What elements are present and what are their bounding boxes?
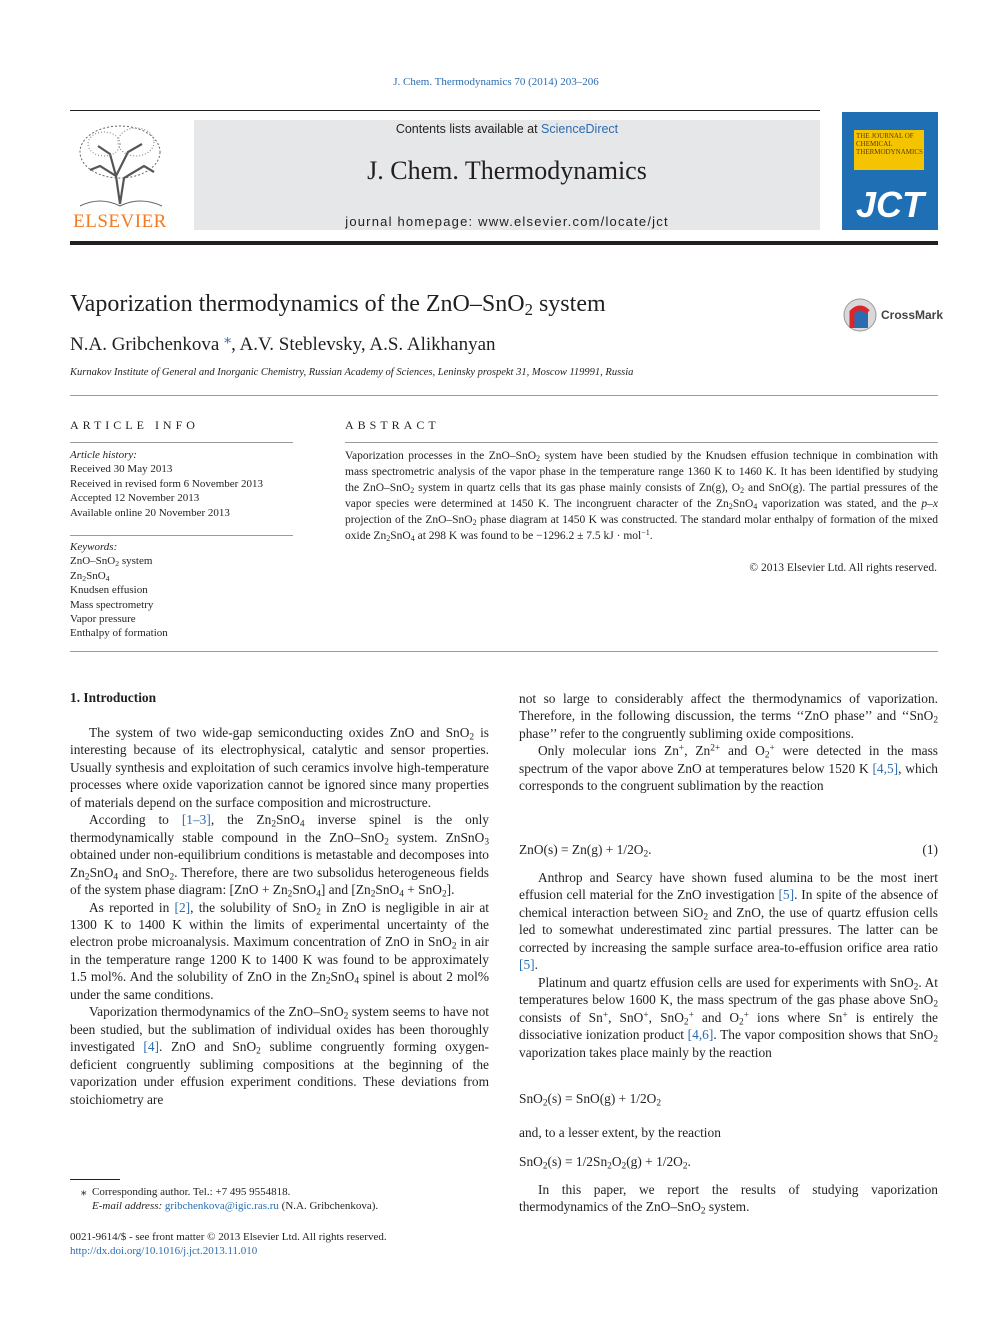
- paragraph: Only molecular ions Zn+, $Zn^{2+}$ and $O_2^+$ were detected in the mass spectrum of the vapor above ZnO at temperatures below 1520 K [4,5], which corresponds to the congruent sublimation by the reaction: [519, 743, 939, 794]
- keywords-label: Keywords:: [70, 541, 118, 553]
- elsevier-logo[interactable]: [70, 116, 170, 234]
- crossmark-badge[interactable]: [843, 298, 943, 332]
- article-history: [70, 448, 295, 520]
- right-column-bottom: [519, 1181, 938, 1216]
- copyright: © 2013 Elsevier Ltd. All rights reserved.: [749, 562, 937, 574]
- title-text: Vaporization thermodynamics of the ZnO–SnO: [70, 291, 525, 317]
- affiliation: Kurnakov Institute of General and Inorganic Chemistry, Russian Academy of Sciences, Leninsky prospekt 31, Moscow 119991, Russia: [70, 367, 634, 378]
- citation[interactable]: [1–3]: [181, 812, 211, 828]
- header-rule: [70, 110, 820, 111]
- section-heading: 1. Introduction: [70, 690, 157, 705]
- abstract-rule: [345, 442, 938, 443]
- keyword: Vapor pressure: [70, 613, 136, 626]
- title-rule: [70, 395, 938, 396]
- contents-line: [194, 122, 820, 136]
- paragraph: In this paper, we report the results of studying vaporization thermodynamics of the ZnO–SnO$_2$ system.: [519, 1182, 938, 1217]
- cover-abbrev: JCT: [855, 184, 924, 225]
- equation-2: $SnO_2(s) = SnO(g) + 1/2O_2$: [519, 1091, 662, 1109]
- corresponding-mark[interactable]: ⁎: [224, 332, 232, 347]
- keyword: Enthalpy of formation: [70, 627, 168, 640]
- citation[interactable]: [2]: [174, 899, 191, 915]
- keywords-rule: [70, 535, 293, 536]
- journal-reference[interactable]: J. Chem. Thermodynamics 70 (2014) 203–206: [393, 76, 599, 88]
- email-link[interactable]: gribchenkova@igic.ras.ru: [164, 1200, 279, 1212]
- history-label: Article history:: [70, 449, 137, 461]
- article-title: [70, 291, 606, 318]
- keyword: Mass spectrometry: [70, 598, 154, 611]
- title-end: system: [532, 291, 606, 317]
- right-column-top: [519, 690, 938, 795]
- citation[interactable]: [5]: [778, 887, 795, 903]
- author-list: [70, 334, 496, 356]
- paragraph: not so large to considerably affect the thermodynamics of vaporization. Therefore, in the following discussion, the terms ‘‘ZnO phase’’ and ‘‘SnO$_2$ phase’’ refer to the congruently subliming oxide compositions.: [519, 691, 938, 741]
- paragraph: According to [1–3], the $Zn_2SnO_4$ inverse spinel is the only thermodynamically stable compound in the ZnO–SnO$_2$ system. ZnSnO$_3$ obtained under non-equilibrium conditions is metastable and decomposes into $Zn_2SnO_4$ and SnO$_2$. Therefore, there are two subsolidus heterogeneous fields of the system phase diagram: $[ZnO + Zn_2SnO_4]$ and $[Zn_2SnO_4 + SnO_2]$.: [70, 812, 489, 900]
- abstract-heading: ABSTRACT: [345, 418, 440, 432]
- email-note: [70, 1199, 490, 1213]
- paragraph: Platinum and quartz effusion cells are used for experiments with SnO$_2$. At temperatures below 1600 K, the mass spectrum of the gas phase above SnO$_2$ consists of Sn+, SnO+, SnO$_2$+ and $O_2^+$ ions where Sn+ is entirely the dissociative ionization product [4,6]. The vapor composition shows that SnO$_2$ vaporization takes place mainly by the reaction: [519, 974, 939, 1060]
- issn-block: [70, 1230, 490, 1258]
- citation[interactable]: [4,5]: [872, 760, 899, 776]
- abstract-text: Vaporization processes in the ZnO–SnO$_2$ system have been studied by the Knudsen effusion technique in combination with mass spectrometric analysis of the vapor phase in the temperature range 1360 K to 1460 K. It has been identified by studying the ZnO–SnO$_2$ system in quartz cells that its gas phase mainly consists of Zn(g), $O_2$ and SnO(g). The partial pressures of the vapor species were determined at 1450 K. The incongruent character of the $Zn_2SnO_4$ vaporization was stated, and the p–x projection of the ZnO–SnO$_2$ phase diagram at 1450 K was constructed. The standard molar enthalpy of formation of the mixed oxide $Zn_2SnO_4$ at 298 K was found to be −1296.2 ± 7.5 kJ · mol$^{-1}$.: [345, 450, 938, 543]
- citation[interactable]: [4,6]: [687, 1027, 714, 1043]
- citation[interactable]: [4]: [143, 1039, 160, 1055]
- other-authors: , A.V. Steblevsky, A.S. Alikhanyan: [231, 334, 496, 355]
- doi-link[interactable]: http://dx.doi.org/10.1016/j.jct.2013.11.010: [70, 1245, 258, 1257]
- contents-prefix: Contents lists available at: [395, 122, 542, 136]
- equation-number: (1): [922, 842, 938, 857]
- header-thick-rule: [70, 241, 938, 245]
- author-1: N.A. Gribchenkova: [70, 334, 220, 355]
- cover-title: THE JOURNAL OF CHEMICAL THERMODYNAMICS: [854, 130, 924, 170]
- date-revised: Received in revised form 6 November 2013: [70, 477, 264, 490]
- equation-3: $SnO_2(s) = 1/2Sn_2O_2(g) + 1/2O_2$.: [519, 1154, 691, 1172]
- title-subscript: 2: [524, 300, 533, 320]
- keyword: Knudsen effusion: [70, 584, 148, 597]
- article-info-heading: ARTICLE INFO: [70, 418, 199, 432]
- equation-1: $ZnO(s) = Zn(g) + 1/2O_2$.: [519, 842, 652, 860]
- journal-title: J. Chem. Thermodynamics: [367, 156, 647, 185]
- citation[interactable]: [5]: [519, 957, 535, 973]
- info-rule: [70, 442, 293, 443]
- corresponding-author-note: ⁎ Corresponding author. Tel.: +7 495 9554818.: [70, 1186, 291, 1198]
- journal-cover[interactable]: [842, 112, 938, 230]
- left-column: [70, 724, 489, 1108]
- paragraph: Anthrop and Searcy have shown fused alumina to be the most inert effusion cell material for the ZnO investigation [5]. In spite of the absence of chemical interaction between SiO$_2$ and ZnO, the use of quartz effusion cells led to somewhat underestimated zinc partial pressures. The latter can be corrected by increasing the sample surface area-to-effusion orifice area ratio [5].: [519, 870, 938, 973]
- right-column-middle: [519, 869, 938, 1061]
- corresponding-text: Corresponding author. Tel.: +7 495 9554818.: [92, 1186, 291, 1198]
- email-label: E-mail address:: [92, 1200, 163, 1212]
- paragraph: As reported in [2], the solubility of SnO$_2$ in ZnO is negligible in air at 1300 K to 1400 K within the limits of experimental uncertainty of the electron probe microanalysis. Maximum concentration of ZnO in SnO$_2$ in air in the temperature range 1200 K to 1400 K was found to be approximately 1.5 mol%. And the solubility of ZnO in the $Zn_2SnO_4$ spinel is about 2 mol% under the same conditions.: [70, 899, 490, 1002]
- keyword: ZnO–SnO$_2$ system: [70, 555, 153, 569]
- keyword: $Zn_2SnO_4$: [70, 569, 110, 583]
- date-online: Available online 20 November 2013: [70, 506, 230, 519]
- crossmark-label: CrossMark: [881, 308, 944, 322]
- crossmark-icon: [843, 298, 877, 332]
- journal-homepage: [194, 214, 820, 229]
- issn-line: 0021-9614/$ - see front matter © 2013 Elsevier Ltd. All rights reserved.: [70, 1231, 387, 1243]
- homepage-prefix: journal homepage:: [345, 214, 479, 229]
- sciencedirect-link[interactable]: ScienceDirect: [541, 122, 619, 136]
- paragraph: The system of two wide-gap semiconducting oxides ZnO and SnO$_2$ is interesting because of its electrophysical, catalytic and sensor properties. Usually synthesis and exploitation of such ceramics involve high-temperature processes where oxide vaporization cannot be ignored since many properties of materials depend on the surface composition and microstructure.: [70, 725, 489, 810]
- homepage-url[interactable]: www.elsevier.com/locate/jct: [478, 214, 669, 229]
- date-accepted: Accepted 12 November 2013: [70, 492, 200, 505]
- footnote-rule: [70, 1179, 120, 1180]
- paragraph: and, to a lesser extent, by the reaction: [519, 1125, 721, 1140]
- keywords-list: [70, 540, 295, 641]
- abstract-bottom-rule: [70, 651, 938, 652]
- publisher-name: ELSEVIER: [73, 211, 167, 232]
- footnote-block: [70, 1185, 490, 1213]
- date-received: Received 30 May 2013: [70, 463, 173, 476]
- email-owner: (N.A. Gribchenkova).: [281, 1200, 379, 1212]
- paragraph: Vaporization thermodynamics of the ZnO–SnO$_2$ system seems to have not been studied, but the sublimation of individual oxides has been thoroughly investigated [4]. ZnO and SnO$_2$ sublime congruently forming oxygen-deficient congruently subliming compositions at the beginning of the vaporization under effusion experiment conditions. These deviations from stoichiometry are: [70, 1004, 490, 1107]
